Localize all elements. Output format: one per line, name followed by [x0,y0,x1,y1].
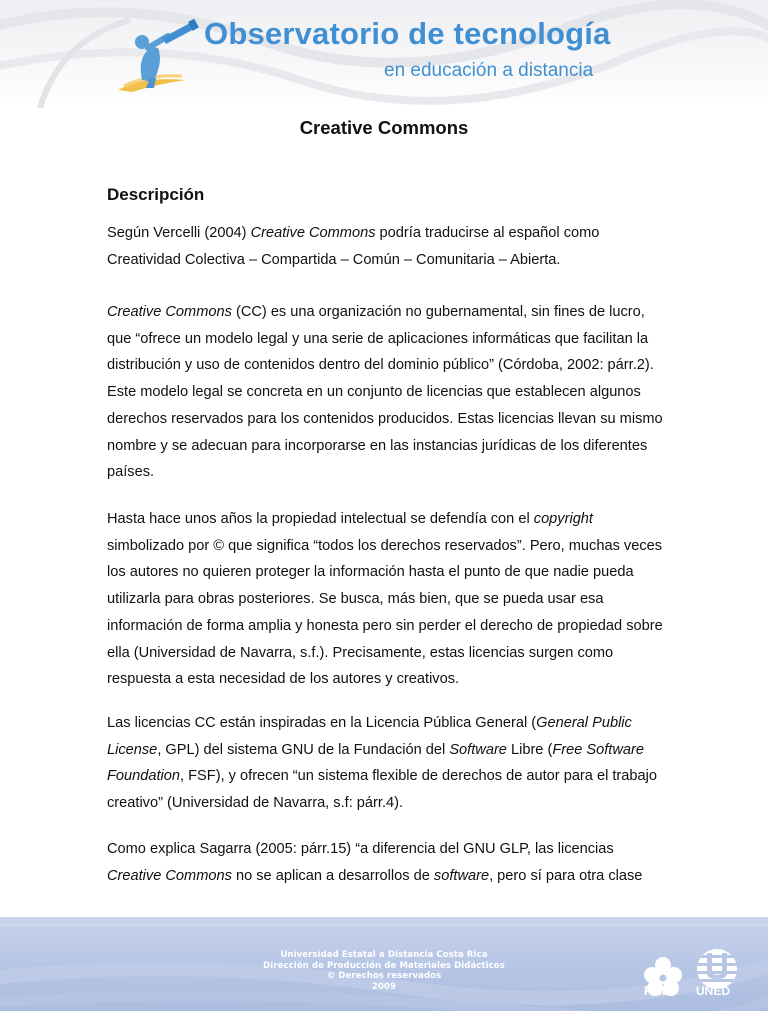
italic-text-run: Creative Commons [250,225,376,241]
footer-credits [250,950,518,992]
italic-text-run: Free Software Foundation [107,741,644,785]
italic-text-run: Software [449,741,507,758]
text-run: podría traducirse al español como Creatividad Colectiva – Compartida – Común – Comunitaria – Abierta. [107,225,600,268]
site-subtitle: en educación a distancia [384,60,594,81]
footer-line: 2009 [371,981,397,992]
text-run: Como explica Sagarra (2005: párr.15) “a diferencia del GNU GLP, las licencias [107,841,614,857]
text-run: no se aplican a desarrollos de [231,867,434,884]
text-run: , pero sí para otra clase [489,867,643,884]
pmd-flower-icon [640,955,686,1007]
paragraph [107,710,663,817]
italic-text-run: Creative Commons [107,867,232,884]
footer-bottom-strip [0,1011,768,1024]
italic-text-run: software [433,867,490,884]
text-run: (CC) es una organización no gubernamental, sin fines de lucro, que “ofrece un modelo legal y una serie de aplicaciones informáticas que facilitan la distribución y uso de contenidos dentro del dominio público” (Córdoba, 2002: párr.2). Este modelo legal se concreta en un conjunto de licencias que establecen algunos derechos reservados para los contenidos producidos. Estas licencias llevan su mismo nombre y se adecuan para incorporarse en las instancias jurídicas de los diferentes países. [107,304,663,481]
footer-line: © Derechos reservados [326,971,442,981]
text-run: Hasta hace unos años la propiedad intelectual se defendía con el [107,511,534,527]
text-run: Según Vercelli (2004) [107,225,251,241]
page-footer [0,917,768,1024]
text-run: simbolizado por © que significa “todos los derechos reservados”. Pero, muchas veces los autores no quieren proteger la información hasta el punto de que nadie pueda utilizarla para obras posteriores. Se busca, más bien, que se pueda usar esa información de forma amplia y honesta pero sin perder el derecho de propiedad sobre ella (Universidad de Navarra, s.f.). Precisamente, estas licencias surgen como respuesta a esta necesidad de los autores y creativos. [107,537,663,688]
paragraph [107,220,663,273]
italic-text-run: copyright [533,511,593,527]
telescope-figure-icon [112,18,202,94]
document-title: Creative Commons [299,117,469,138]
footer-line: Universidad Estatal a Distancia Costa Rica [280,950,488,960]
paragraph [107,299,663,486]
text-run: Las licencias CC están inspiradas en la Licencia Pública General ( [107,715,537,731]
text-run: , GPL) del sistema GNU de la Fundación del [157,741,450,758]
text-run: , FSF), y ofrecen “un sistema flexible de derechos de autor para el trabajo creativo” (Universidad de Navarra, s.f: párr.4). [107,768,658,812]
section-heading: Descripción [107,185,205,204]
page-header [0,0,768,108]
paragraph [107,506,663,693]
italic-text-run: Creative Commons [107,304,232,320]
uned-label: UNED [696,984,731,998]
paragraph [107,836,663,889]
pmd-label: PMD [644,984,671,998]
text-run: Libre ( [506,741,553,758]
footer-line: Dirección de Producción de Materiales Didácticos [263,960,505,971]
italic-text-run: General Public License [107,715,632,758]
site-title: Observatorio de tecnología [204,16,611,51]
